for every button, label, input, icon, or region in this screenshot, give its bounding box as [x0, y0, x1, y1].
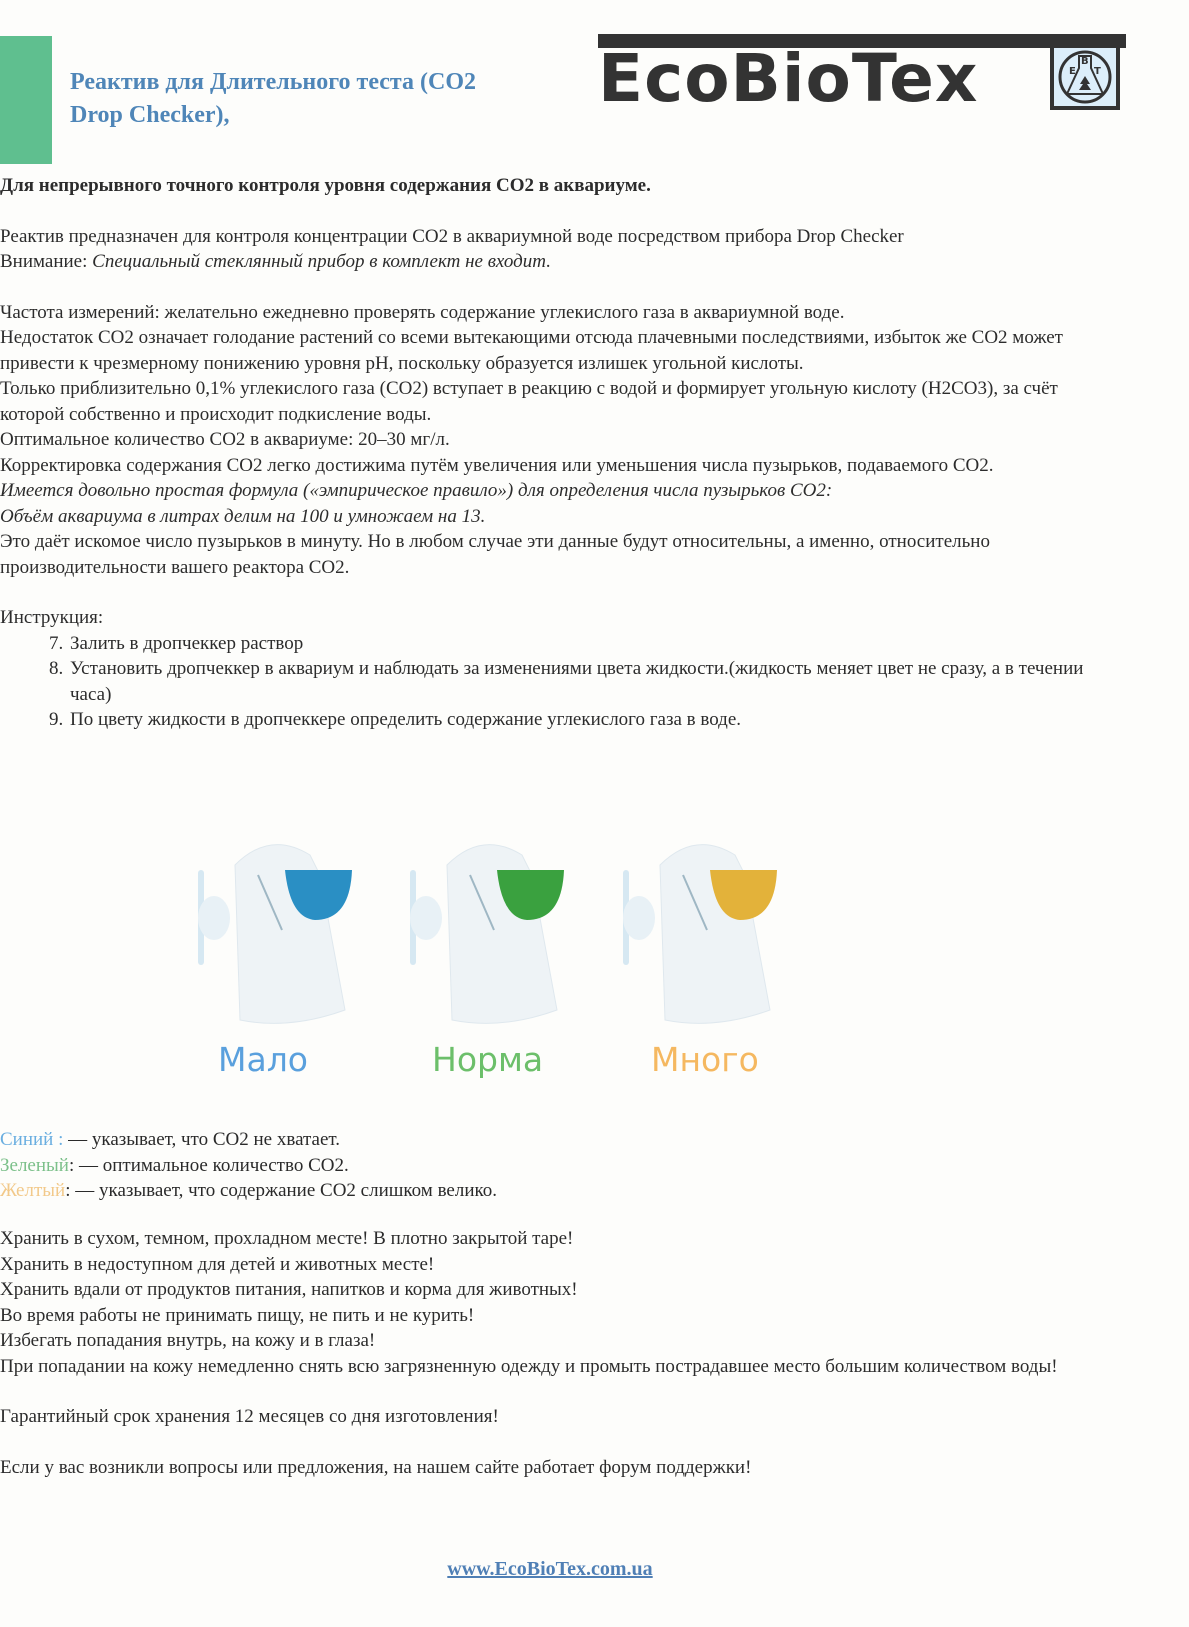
- checker-label-normal: Норма: [432, 1040, 544, 1079]
- instructions-list: [0, 631, 1100, 733]
- legend-color-name: Зеленый: [0, 1154, 69, 1176]
- paragraph-carbonic-acid: Только приблизительно 0,1% углекислого газа (CO2) вступает в реакцию с водой и формирует угольную кислоту (H2CO3), за счёт которой собственно и происходит подкисление воды.: [0, 378, 1058, 425]
- legend-item-green: [0, 1153, 497, 1179]
- paragraph-formula-intro: Имеется довольно простая формула («эмпирическое правило») для определения числа пузырьков CO2:: [0, 480, 833, 501]
- color-legend: [0, 1127, 497, 1204]
- drop-checker-high: [615, 830, 815, 1079]
- checker-label-high: Много: [651, 1040, 759, 1079]
- warning-line: Во время работы не принимать пищу, не пить и не курить!: [0, 1304, 475, 1326]
- brand-logo: [598, 34, 1126, 116]
- legend-item-blue: [0, 1127, 497, 1153]
- paragraph-frequency: Частота измерений: желательно ежедневно проверять содержание углекислого газа в аквариумной воде.: [0, 301, 845, 323]
- legend-text: — указывает, что CO2 не хватает.: [68, 1129, 341, 1150]
- checker-label-low: Мало: [218, 1040, 308, 1079]
- legend-sep: :: [53, 1129, 69, 1150]
- document-title: [70, 66, 590, 132]
- paragraph-formula: Объём аквариума в литрах делим на 100 и умножаем на 13.: [0, 505, 486, 527]
- warning-line: Хранить вдали от продуктов питания, напитков и корма для животных!: [0, 1279, 578, 1300]
- intro-line: Реактив предназначен для контроля концентрации CO2 в аквариумной воде посредством прибора Drop Checker: [0, 225, 904, 247]
- warning-line: При попадании на кожу немедленно снять всю загрязненную одежду и промыть пострадавшее место большим количеством воды!: [0, 1355, 1058, 1377]
- instruction-step: 9. По цвету жидкости в дропчеккере определить содержание углекислого газа в воде.: [68, 707, 1100, 733]
- paragraph-correction: Корректировка содержания CO2 легко достижима путём увеличения или уменьшения числа пузырьков, подаваемого CO2.: [0, 454, 994, 476]
- warranty-note: Гарантийный срок хранения 12 месяцев со дня изготовления!: [0, 1406, 499, 1427]
- storage-warnings: [0, 1226, 1100, 1480]
- legend-item-yellow: [0, 1178, 497, 1204]
- drop-checker-normal: [402, 830, 602, 1079]
- warning-line: Хранить в сухом, темном, прохладном месте! В плотно закрытой таре!: [0, 1228, 574, 1249]
- warning-line: Хранить в недоступном для детей и животных месте!: [0, 1253, 435, 1275]
- paragraph-bubbles: Это даёт искомое число пузырьков в минуту. Но в любом случае эти данные будут относительны, а именно, относительно производительности вашего реактора CO2.: [0, 531, 990, 578]
- emblem-letter-b: B: [1081, 56, 1089, 67]
- legend-text: — оптимальное количество CO2.: [79, 1154, 349, 1176]
- legend-sep: :: [65, 1180, 76, 1201]
- brand-name: EcoBioTex: [598, 40, 979, 117]
- drop-checker-low: [190, 830, 390, 1079]
- flask-emblem-icon: [1050, 48, 1120, 110]
- instruction-step: 7. Залить в дропчеккер раствор: [68, 631, 1100, 657]
- legend-color-name: Синий: [0, 1129, 54, 1150]
- attention-text: Специальный стеклянный прибор в комплект не входит.: [92, 251, 551, 272]
- paragraph-optimal: Оптимальное количество CO2 в аквариуме: 20–30 мг/л.: [0, 429, 450, 450]
- emblem-letter-e: E: [1069, 66, 1076, 77]
- support-note: Если у вас возникли вопросы или предложения, на нашем сайте работает форум поддержки!: [0, 1456, 752, 1478]
- warning-line: Избегать попадания внутрь, на кожу и в глаза!: [0, 1330, 376, 1351]
- legend-sep: :: [68, 1154, 79, 1176]
- drop-checker-illustration: [190, 830, 830, 1100]
- emblem-letter-t: T: [1094, 66, 1101, 77]
- attention-note: [0, 249, 1100, 275]
- accent-bar: [0, 36, 52, 164]
- website-link[interactable]: www.EcoBioTex.com.ua: [447, 1558, 653, 1580]
- paragraph-deficit: Недостаток CO2 означает голодание растений со всеми вытекающими отсюда плачевными последствиями, избыток же CO2 может привести к чрезмерному понижению уровня pH, поскольку образуется излишек угольной кислоты.: [0, 327, 1063, 374]
- instruction-step: 8. Установить дропчеккер в аквариум и наблюдать за изменениями цвета жидкости.(жидкость меняет цвет не сразу, а в течении часа): [68, 656, 1100, 707]
- legend-text: — указывает, что содержание CO2 слишком велико.: [75, 1180, 498, 1201]
- main-content: [0, 173, 1100, 733]
- title-line-2: Drop Checker),: [70, 102, 230, 128]
- legend-color-name: Желтый: [0, 1180, 66, 1201]
- title-line-1: Реактив для Длительного теста (CO2: [70, 69, 476, 95]
- instructions-heading: Инструкция:: [0, 607, 104, 628]
- subtitle: Для непрерывного точного контроля уровня содержания CO2 в аквариуме.: [0, 175, 651, 196]
- attention-label: Внимание:: [0, 251, 93, 272]
